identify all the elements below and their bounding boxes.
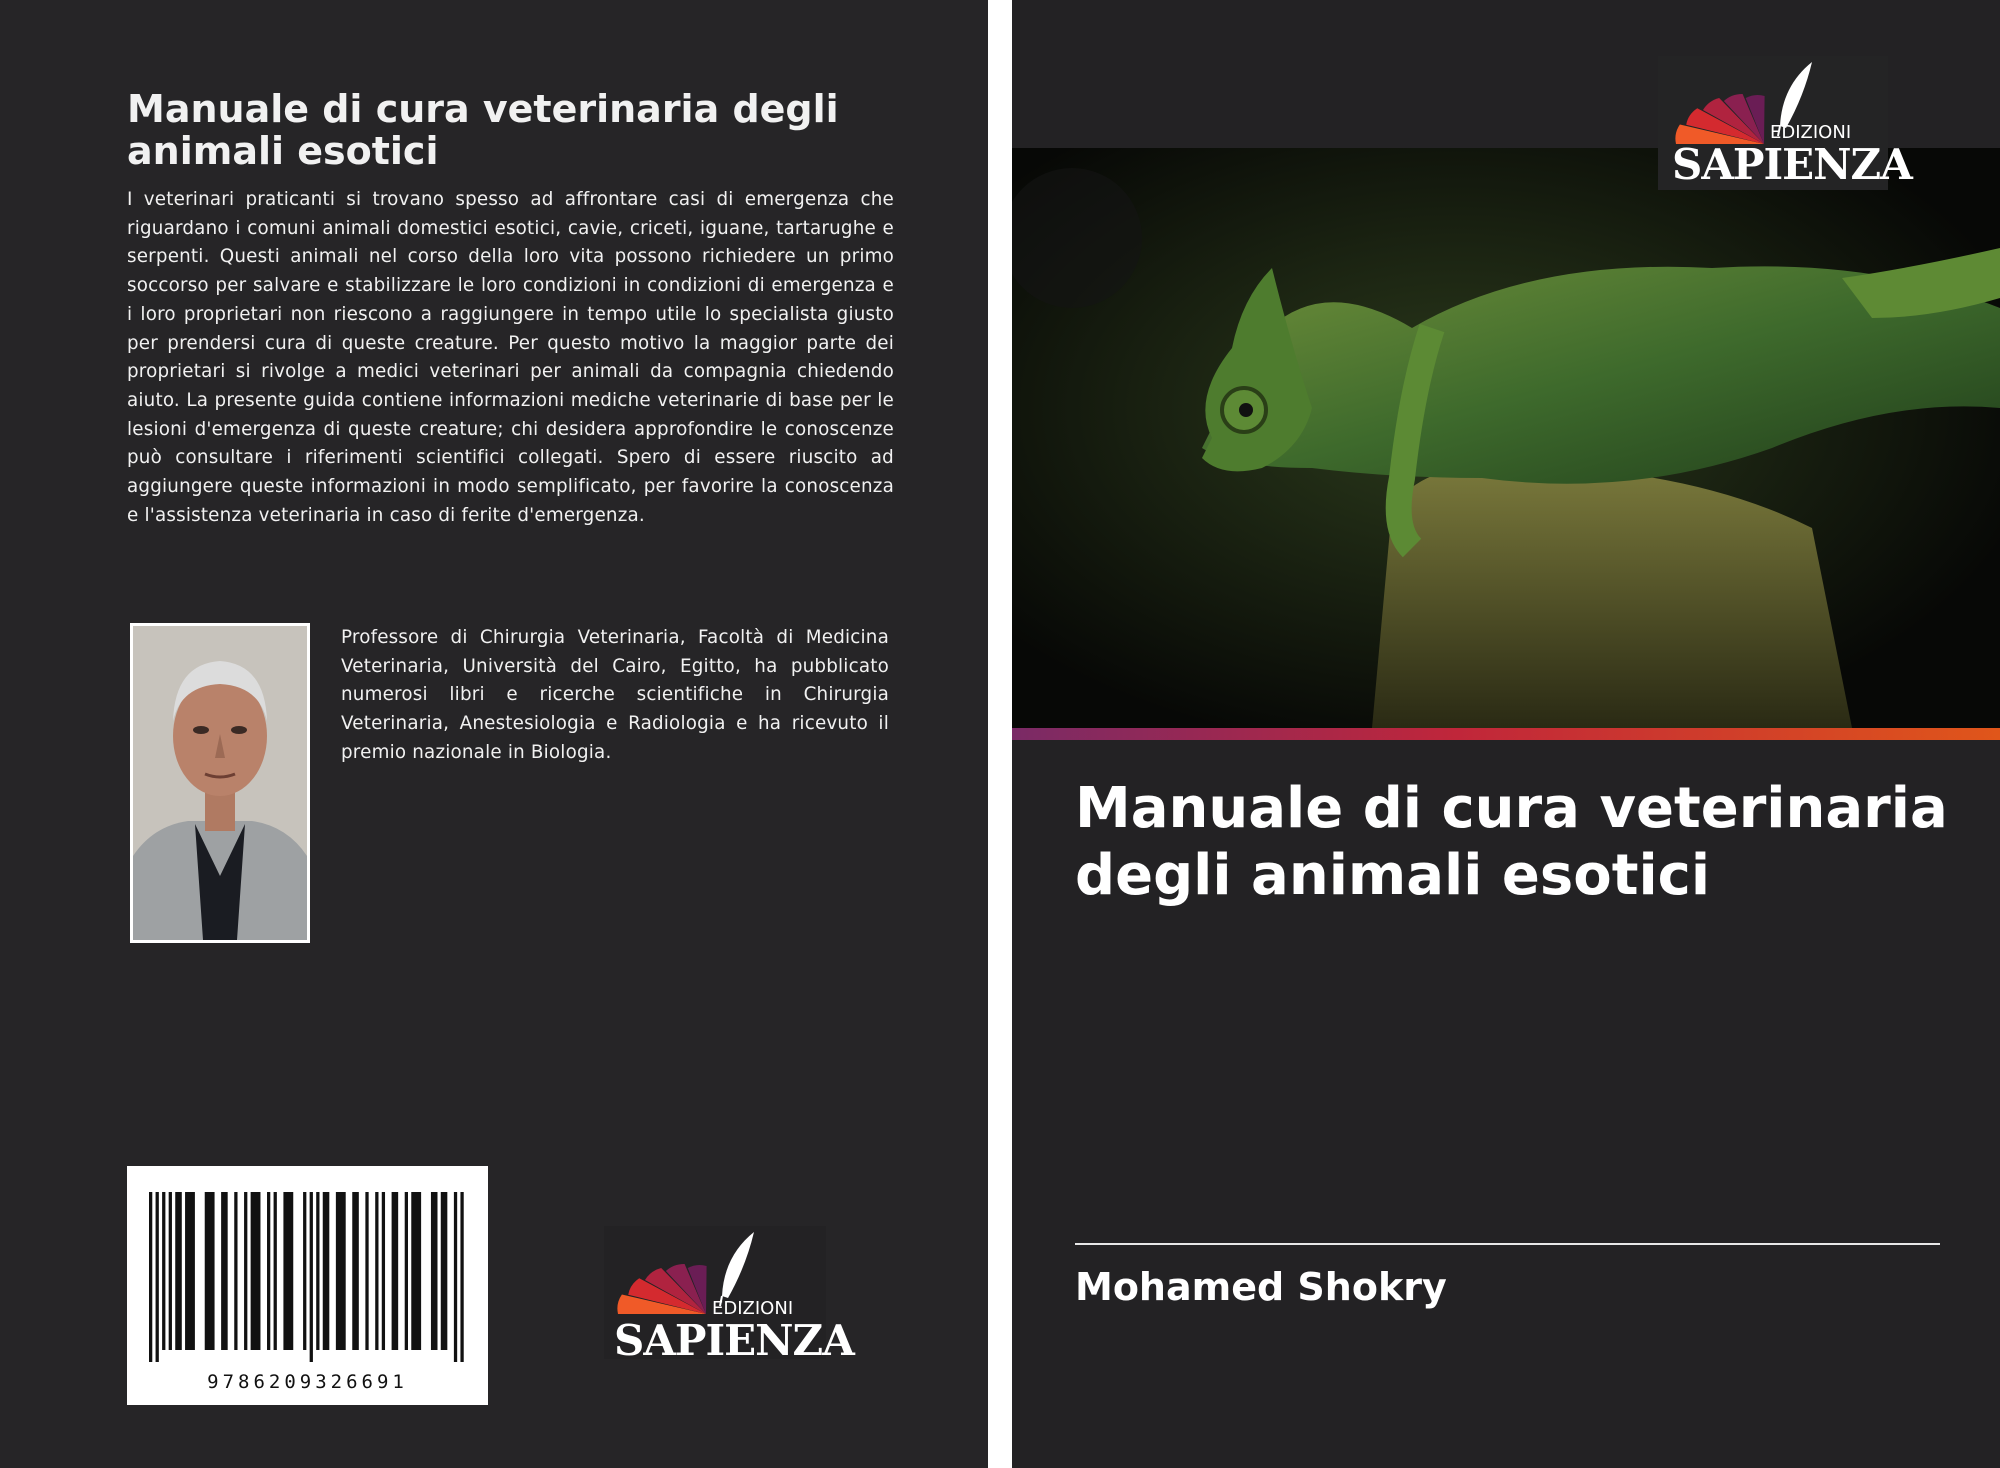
author-portrait-icon — [133, 626, 307, 940]
author-photo — [130, 623, 310, 943]
author-divider — [1075, 1243, 1940, 1245]
front-cover — [1012, 0, 2000, 1468]
barcode-digits: 9786209326691 — [207, 1371, 408, 1393]
barcode-bar — [175, 1192, 182, 1350]
barcode-bar — [267, 1192, 270, 1350]
barcode-bar — [405, 1192, 408, 1350]
publisher-name: SAPIENZA — [1672, 140, 1912, 189]
barcode-bar — [303, 1192, 306, 1350]
barcode-bar — [365, 1192, 368, 1350]
barcode-bar — [382, 1192, 385, 1350]
barcode-bar — [310, 1192, 313, 1362]
barcode-bar — [149, 1192, 152, 1362]
barcode-bar — [283, 1192, 293, 1350]
barcode-bar — [244, 1192, 247, 1350]
barcode-bar — [431, 1192, 438, 1350]
barcode-bar — [274, 1192, 277, 1350]
barcode-bar — [221, 1192, 228, 1350]
accent-bar — [1012, 728, 2000, 740]
barcode-bar — [323, 1192, 330, 1350]
barcode-bar — [205, 1192, 215, 1350]
barcode-bar — [336, 1192, 346, 1350]
barcode-bar — [411, 1192, 421, 1350]
publisher-name: SAPIENZA — [614, 1316, 854, 1365]
author-name: Mohamed Shokry — [1075, 1265, 1447, 1309]
barcode-bar — [156, 1192, 159, 1362]
publisher-edizioni: EDIZIONI — [1770, 122, 1852, 143]
barcode-bar — [251, 1192, 261, 1350]
barcode-bar — [169, 1192, 172, 1350]
barcode-bar — [441, 1192, 448, 1350]
barcode-bar — [460, 1192, 463, 1362]
barcode-bar — [392, 1192, 399, 1350]
publisher-logo-back — [604, 1226, 854, 1365]
publisher-edizioni: EDIZIONI — [712, 1298, 794, 1319]
publisher-logo-front — [1658, 56, 1912, 190]
back-cover-blurb: I veterinari praticanti si trovano spesso ad affrontare casi di emergenza che riguardano i comuni animali domestici esotici, cavie, criceti, iguane, tartarughe e serpenti. Questi animali nel corso della loro vita possono richiedere un primo soccorso per salvare e stabilizzare le loro condizioni in condizioni di emergenza e i loro proprietari non riescono a raggiungere in tempo utile lo specialista giusto per prendersi cura di queste creature. Per questo motivo la maggior parte dei proprietari si rivolge a medici veterinari per animali da compagnia chiedendo aiuto. La presente guida contiene informazioni mediche veterinarie di base per le lesioni d'emergenza di queste creature; chi desidera approfondire le conoscenze può consultare i riferimenti scientifici collegati. Spero di essere riuscito ad aggiungere queste informazioni in modo semplificato, per favorire la conoscenza e l'assistenza veterinaria in caso di ferite d'emergenza. — [127, 189, 894, 526]
author-bio: Professore di Chirurgia Veterinaria, Facoltà di Medicina Veterinaria, Università del Cairo, Egitto, ha pubblicato numerosi libri e ricerche scientifiche in Chirurgia Veterinaria, Anestesiologia e Radiologia e ha ricevuto il premio nazionale in Biologia. — [341, 627, 889, 763]
barcode-bar — [454, 1192, 457, 1362]
barcode-bar — [352, 1192, 359, 1350]
barcode-bar — [316, 1192, 319, 1350]
barcode-bar — [234, 1192, 237, 1350]
back-cover — [0, 0, 988, 1468]
chameleon-icon — [1012, 148, 2000, 728]
cover-photo — [1012, 148, 2000, 728]
back-cover-title: Manuale di cura veterinaria degli animali esotici — [127, 87, 839, 173]
barcode-icon — [127, 1166, 488, 1366]
barcode-bar — [185, 1192, 195, 1350]
front-cover-title: Manuale di cura veterinaria degli animali esotici — [1075, 776, 1948, 908]
barcode-bar — [375, 1192, 378, 1350]
isbn-barcode — [127, 1166, 488, 1405]
barcode-bar — [162, 1192, 165, 1350]
